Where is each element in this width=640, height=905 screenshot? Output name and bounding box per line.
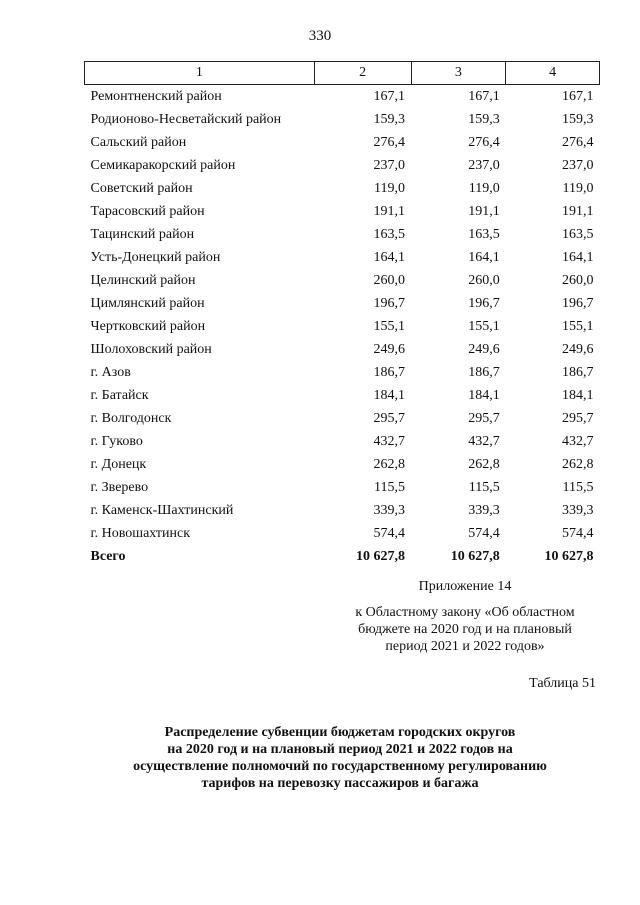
- table-row: [85, 108, 600, 131]
- row-name: Сальский район: [90, 135, 187, 150]
- heading-line: Распределение субвенции бюджетам городских округов: [164, 725, 516, 740]
- total-value-2022: 10 627,8: [544, 549, 594, 564]
- row-value-2021: 159,3: [468, 112, 500, 127]
- table-row: [85, 269, 600, 292]
- table-row: [85, 499, 600, 522]
- row-value-2020: 262,8: [373, 457, 405, 472]
- row-value-2021: 339,3: [468, 503, 500, 518]
- row-name: г. Донецк: [90, 457, 147, 472]
- row-name: Чертковский район: [90, 319, 206, 334]
- row-name: Шолоховский район: [90, 342, 212, 357]
- row-value-2021: 186,7: [468, 365, 500, 380]
- row-name: г. Азов: [90, 365, 131, 380]
- row-value-2022: 163,5: [562, 227, 594, 242]
- row-name: г. Каменск-Шахтинский: [90, 503, 234, 518]
- row-value-2022: 164,1: [562, 250, 594, 265]
- column-header-4: 4: [506, 62, 600, 85]
- row-name: г. Зверево: [90, 480, 149, 495]
- row-value-2021: 163,5: [468, 227, 500, 242]
- table-row: [85, 223, 600, 246]
- table-header-row: [85, 62, 600, 85]
- row-value-2022: 119,0: [562, 181, 594, 196]
- table-row: [85, 453, 600, 476]
- row-value-2020: 237,0: [373, 158, 405, 173]
- row-value-2021: 276,4: [468, 135, 500, 150]
- row-value-2020: 164,1: [373, 250, 405, 265]
- table-row: [85, 476, 600, 499]
- total-row: [85, 545, 600, 568]
- row-value-2021: 119,0: [468, 181, 500, 196]
- row-name: г. Гуково: [90, 434, 143, 449]
- section-heading: [80, 724, 600, 792]
- row-name: Тарасовский район: [90, 204, 205, 219]
- appendix-title: Приложение 14: [418, 579, 512, 594]
- row-name: Семикаракорский район: [90, 158, 236, 173]
- row-value-2020: 167,1: [373, 89, 405, 104]
- heading-line: тарифов на перевозку пассажиров и багажа: [201, 776, 479, 791]
- row-name: г. Волгодонск: [90, 411, 172, 426]
- table-row: [85, 315, 600, 338]
- row-name: Цимлянский район: [90, 296, 205, 311]
- table-row: [85, 384, 600, 407]
- table-row: [85, 430, 600, 453]
- appendix-line: период 2021 и 2022 годов»: [385, 639, 545, 654]
- row-value-2022: 191,1: [562, 204, 594, 219]
- row-value-2020: 184,1: [373, 388, 405, 403]
- appendix-description: [340, 604, 590, 655]
- table-row: [85, 246, 600, 269]
- row-value-2021: 167,1: [468, 89, 500, 104]
- row-value-2020: 196,7: [373, 296, 405, 311]
- row-name: г. Батайск: [90, 388, 149, 403]
- row-value-2022: 184,1: [562, 388, 594, 403]
- table-label: Таблица 51: [529, 676, 596, 691]
- table-row: [85, 200, 600, 223]
- row-value-2022: 249,6: [562, 342, 594, 357]
- row-value-2022: 115,5: [562, 480, 594, 495]
- row-value-2020: 574,4: [373, 526, 405, 541]
- appendix-line: бюджете на 2020 год и на плановый: [358, 622, 572, 637]
- row-name: Целинский район: [90, 273, 196, 288]
- row-value-2020: 260,0: [373, 273, 405, 288]
- row-value-2021: 574,4: [468, 526, 500, 541]
- row-value-2022: 237,0: [562, 158, 594, 173]
- row-value-2022: 159,3: [562, 112, 594, 127]
- table-row: [85, 292, 600, 315]
- row-value-2020: 191,1: [373, 204, 405, 219]
- row-value-2021: 262,8: [468, 457, 500, 472]
- row-value-2022: 276,4: [562, 135, 594, 150]
- row-value-2021: 164,1: [468, 250, 500, 265]
- row-value-2021: 196,7: [468, 296, 500, 311]
- row-value-2022: 295,7: [562, 411, 594, 426]
- subvention-table: [84, 61, 600, 568]
- row-value-2021: 249,6: [468, 342, 500, 357]
- table-row: [85, 361, 600, 384]
- row-value-2022: 260,0: [562, 273, 594, 288]
- heading-line: осуществление полномочий по государственному регулированию: [133, 759, 547, 774]
- row-value-2022: 432,7: [562, 434, 594, 449]
- table-body: [85, 85, 600, 546]
- row-value-2021: 260,0: [468, 273, 500, 288]
- row-value-2020: 432,7: [373, 434, 405, 449]
- total-value-2021: 10 627,8: [450, 549, 500, 564]
- row-value-2020: 339,3: [373, 503, 405, 518]
- row-name: Усть-Донецкий район: [90, 250, 221, 265]
- row-value-2021: 295,7: [468, 411, 500, 426]
- row-value-2022: 167,1: [562, 89, 594, 104]
- row-value-2021: 191,1: [468, 204, 500, 219]
- heading-line: на 2020 год и на плановый период 2021 и 2022 годов на: [167, 742, 513, 757]
- row-name: Советский район: [90, 181, 193, 196]
- appendix-line: к Областному закону «Об областном: [355, 605, 575, 620]
- column-header-1: 1: [85, 62, 315, 85]
- row-value-2021: 432,7: [468, 434, 500, 449]
- total-value-2020: 10 627,8: [356, 549, 405, 564]
- row-value-2020: 155,1: [373, 319, 405, 334]
- table-row: [85, 131, 600, 154]
- table-row: [85, 338, 600, 361]
- table-row: [85, 177, 600, 200]
- row-value-2021: 155,1: [468, 319, 500, 334]
- column-header-2: 2: [314, 62, 411, 85]
- row-name: Тацинский район: [90, 227, 195, 242]
- row-value-2020: 163,5: [373, 227, 405, 242]
- row-value-2020: 249,6: [373, 342, 405, 357]
- table-row: [85, 522, 600, 545]
- row-value-2021: 115,5: [468, 480, 500, 495]
- row-value-2022: 155,1: [562, 319, 594, 334]
- row-value-2020: 276,4: [373, 135, 405, 150]
- row-name: Ремонтненский район: [90, 89, 222, 104]
- table-row: [85, 85, 600, 109]
- table-row: [85, 154, 600, 177]
- row-value-2020: 295,7: [373, 411, 405, 426]
- row-value-2020: 119,0: [374, 181, 405, 196]
- total-label: Всего: [90, 549, 126, 564]
- row-value-2020: 186,7: [373, 365, 405, 380]
- row-value-2022: 574,4: [562, 526, 594, 541]
- row-value-2020: 115,5: [374, 480, 405, 495]
- row-name: г. Новошахтинск: [90, 526, 191, 541]
- row-value-2021: 237,0: [468, 158, 500, 173]
- row-name: Родионово-Несветайский район: [90, 112, 282, 127]
- row-value-2022: 339,3: [562, 503, 594, 518]
- row-value-2021: 184,1: [468, 388, 500, 403]
- row-value-2022: 186,7: [562, 365, 594, 380]
- table-row: [85, 407, 600, 430]
- row-value-2020: 159,3: [373, 112, 405, 127]
- page-number: 330: [308, 28, 332, 44]
- row-value-2022: 262,8: [562, 457, 594, 472]
- row-value-2022: 196,7: [562, 296, 594, 311]
- column-header-3: 3: [411, 62, 506, 85]
